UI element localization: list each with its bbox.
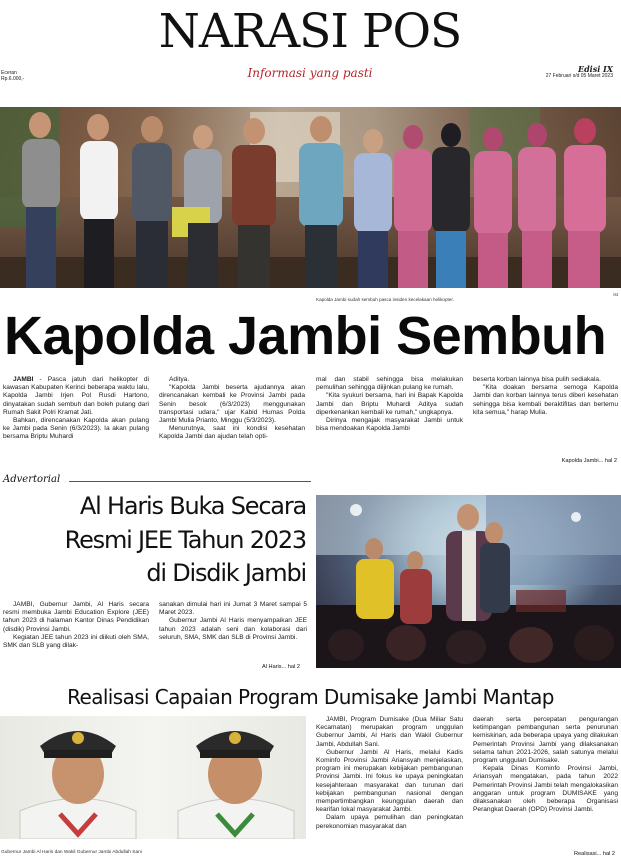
real-col1-para-3: Dalam upaya pemulihan dan peningkatan perekonomian masyarakat dan (316, 814, 463, 830)
realisasi-headline: Realisasi Capaian Program Dumisake Jambi Mantap (67, 685, 554, 709)
lead-column-3 (316, 376, 463, 433)
advertorial-label: Advertorial (3, 474, 61, 485)
group-photo-figures (0, 107, 621, 288)
realisasi-photo (0, 716, 306, 839)
edition-info (546, 66, 613, 80)
lead-column-4 (473, 376, 618, 417)
advertorial-headline-line-2: Resmi JEE Tahun 2023 (64, 525, 306, 554)
adv-col2-para-1: sanakan dimulai hari ini Jumat 3 Maret sampai 5 Maret 2023. (159, 601, 307, 617)
lead-col3-para-2: "Kita syukuri bersama, hari ini Bapak Kapolda Jambi dan Briptu Muhardi Aditya sudah diperkenankan kembali ke rumah," ungkapnya. (316, 392, 463, 416)
lead-col1-para-1: JAMBI - Pasca jatuh dari helikopter di kawasan Kabupaten Kerinci beberapa waktu lalu, Kapolda Jambi Irjen Pol Rusdi Hartono, dinyatakan sudah sembuh dan boleh pulang dari Rumah Sakit Polri Kramat Jati. (3, 376, 149, 416)
real-col2-para-2: Kepala Dinas Kominfo Provinsi Jambi, Ariansyah mengatakan, pada tahun 2022 Pemerintah Provinsi Jambi telah mengalokasikan anggaran untuk program DUMISAKE yang dilaksanakan oleh beberapa Organisasi Perangkat Daerah (OPD) Provinsi Jambi. (473, 765, 618, 814)
advertorial-headline (20, 490, 306, 591)
edition-date: 27 Februari s/d 05 Maret 2023 (545, 73, 613, 79)
lead-col1-para-2: Bahkan, direncanakan Kapolda akan pulang ke Jambi pada Senin (6/3/2023). Ia akan pulang bersama Briptu Muhardi (3, 417, 149, 441)
real-col1-para-1: JAMBI, Program Dumisake (Dua Miliar Satu Kecamatan) merupakan program unggulan Gubernur Jambi, Al Haris dan Wakil Gubernur Jambi, Abdullah Sani. (316, 716, 463, 748)
lead-col4-para-1: beserta korban lainnya bisa pulih sediakala. (473, 376, 601, 383)
realisasi-column-1 (316, 716, 463, 831)
edition-number: Edisi IX (577, 64, 613, 74)
price-label: Eceran (1, 70, 17, 76)
lead-col3-para-3: Dirinya mengajak masyarakat Jambi untuk bisa mendoakan Kapolda Jambi (316, 417, 463, 433)
lead-col3-para-1: mal dan stabil sehingga bisa melakukan pemulihan sehingga diijinkan pulang ke rumah. (316, 376, 463, 392)
lead-col2-para-3: Menurutnya, saat ini kondisi kesehatan Kapolda Jambi dan ajudan telah opti- (159, 425, 305, 441)
adv-col1-para-1: JAMBI, Gubernur Jambi, Al Haris secara resmi membuka Jambi Education Explore (JEE) tahun 2023 di halaman Kantor Dinas Pendidikan (disdik) Provinsi Jambi. (3, 601, 149, 633)
dateline: JAMBI (13, 376, 34, 383)
lead-column-1 (3, 376, 149, 442)
masthead (0, 0, 621, 92)
lead-column-2 (159, 376, 305, 442)
lead-col4-para-2: "Kita doakan bersama semoga Kapolda Jambi dan korban lainnya terus diberi kesehatan sehingga bisa kembali beraktifitas dan bertemu kita semua," harap Mulia. (473, 384, 618, 416)
realisasi-column-2 (473, 716, 618, 814)
advertorial-headline-line-1: Al Haris Buka Secara (79, 492, 306, 520)
advertorial-column-2 (159, 601, 307, 642)
governor-portraits (0, 716, 306, 839)
adv-col1-para-2: Kegiatan JEE tahun 2023 ini diikuti oleh SMA, SMK dan SLB yang dilak- (3, 633, 149, 650)
lead-photo-credit: ist (613, 292, 618, 297)
lead-headline: Kapolda Jambi Sembuh (4, 306, 607, 366)
price-info (1, 70, 24, 82)
lead-photo-caption: Kapolda Jambi sudah sembuh pasca insiden kecelakaan helikopter. (316, 297, 454, 302)
lead-photo (0, 107, 621, 288)
advertorial-headline-line-3: di Disdik Jambi (146, 559, 306, 588)
adv-col2-para-2: Gubernur Jambi Al Haris menyampaikan JEE tahun 2023 adalah seni dan kolaborasi dari seluruh, SMA, SMK dan SLB di Provinsi Jambi. (159, 617, 307, 641)
realisasi-photo-caption: Gubernur Jambi Al Haris dan Wakil Gubernur Jambi Abdullah Sani (1, 850, 142, 855)
real-col1-para-2: Gubernur Jambi Al Haris, melalui Kadis Kominfo Provinsi Jambi Ariansyah menjelaskan, program ini merupakan kebijakan pembangunan Provinsi Jambi. Ini fokus ke upaya peningkatan kesejahteraan masyarakat dan turunan dari kebijakan pembangunan nasional dengan mempertimbangkan keunggulan daerah dan kearifan lokal masyarakat Jambi. (316, 748, 463, 814)
price-value: Rp.6.000,- (1, 76, 25, 82)
lead-col2-para-2: "Kapolda Jambi beserta ajudannya akan direncanakan kembali ke Provinsi Jambi pada Senin besok (6/3/2023) menggunakan transportasi udara," ujar Kabid Humas Polda Jambi Mulia Prianto, Minggu (5/3/2023). (159, 384, 305, 425)
lead-col2-para-1: Aditya. (169, 376, 190, 383)
advertorial-continued-link[interactable]: Al Haris... hal 2 (262, 664, 300, 670)
real-col2-para-1: daerah serta percepatan pengurangan ketimpangan pembangunan serta penurunan kemiskinan, ada beberapa upaya yang dilakukan Pemerintah Provinsi Jambi yang dilaksanakan selama tahun 2021-2026, salah satunya melalui program unggulan Dumisake. (473, 716, 618, 765)
advertorial-divider (69, 481, 311, 482)
stage-event-figures (316, 495, 621, 668)
advertorial-photo (316, 495, 621, 668)
lead-continued-link[interactable]: Kapolda Jambi... hal 2 (561, 458, 617, 464)
realisasi-continued-link[interactable]: Realisasi... hal 2 (573, 851, 615, 857)
advertorial-column-1 (3, 601, 149, 650)
newspaper-title: NARASI POS (158, 4, 462, 59)
newspaper-tagline: Informasi yang pasti (247, 66, 373, 80)
